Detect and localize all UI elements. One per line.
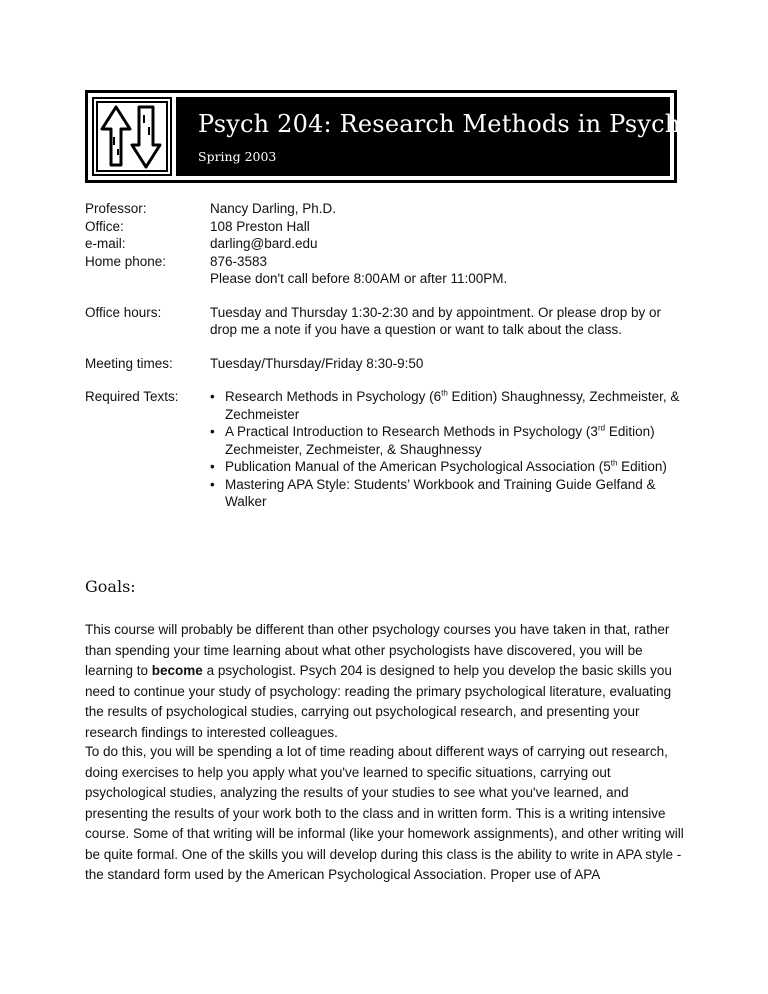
course-banner (85, 90, 747, 183)
office-label: Office: (85, 218, 124, 234)
goals-heading: Goals: (85, 577, 136, 596)
professor-label: Professor: (85, 201, 147, 216)
meeting-row (85, 355, 685, 373)
texts-label: Required Texts: (85, 389, 179, 404)
professor-value: Nancy Darling, Ph.D. (210, 201, 337, 216)
email-row (85, 235, 685, 253)
meeting-label: Meeting times: (85, 355, 173, 371)
texts-row (85, 388, 685, 511)
office-value: 108 Preston Hall (210, 218, 310, 234)
goals-paragraph-2: To do this, you will be spending a lot of time reading about different ways of carrying out research, doing exercises to help you apply what you've learned to specific situations, carrying out psychological studies, analyzing the results of your studies to see what you've learned, and presenting the results of your work both to the class and in written form. This is a writing intensive course. Some of that writing will be informal (like your homework assignments), and other writing will be quite formal. One of the skills you will develop during this class is the ability to write in APA style - the standard form used by the American Psychological Association. Proper use of APA (85, 744, 684, 882)
office-row (85, 218, 685, 236)
required-texts-list (210, 388, 685, 511)
hours-value: Tuesday and Thursday 1:30-2:30 and by appointment. Or please drop by or drop me a note if you have a question or want to talk about the class. (210, 304, 662, 337)
list-item: • Research Methods in Psychology (6th Edition) Shaughnessy, Zechmeister, & Zechmeister (210, 388, 685, 423)
email-value: darling@bard.edu (210, 236, 318, 251)
list-item: • A Practical Introduction to Research Methods in Psychology (3rd Edition) Zechmeister, Zechmeister, & Shaughnessy (210, 423, 685, 458)
phone-row (85, 253, 685, 288)
professor-row (85, 200, 685, 218)
email-label: e-mail: (85, 236, 126, 251)
phone-label: Home phone: (85, 253, 167, 269)
phone-value (210, 253, 685, 288)
phone-number: 876-3583 (210, 253, 268, 269)
meeting-value: Tuesday/Thursday/Friday 8:30-9:50 (210, 355, 424, 371)
list-item: • Mastering APA Style: Students’ Workbook and Training Guide Gelfand & Walker (210, 476, 685, 511)
up-down-arrows-icon (94, 99, 170, 174)
list-item: • Publication Manual of the American Psychological Association (5th Edition) (210, 458, 685, 476)
hours-label: Office hours: (85, 304, 162, 320)
goals-paragraph-1: This course will probably be different than other psychology courses you have taken in that, rather than spending your time learning about what other psychologists have discovered, you will be learning to become a psychologist. Psych 204 is designed to help you develop the basic skills you need to continue your study of psychology: reading the primary psychological literature, evaluating the results of psychological studies, carrying out psychological research, and presenting your research findings to interested colleagues. (85, 622, 672, 740)
course-term: Spring 2003 (198, 149, 277, 164)
arrows-logo-icon (92, 97, 172, 176)
phone-note: Please don't call before 8:00AM or after 11:00PM. (210, 271, 508, 286)
course-info (85, 200, 685, 511)
hours-row (85, 304, 685, 339)
course-title: Psych 204: Research Methods in Psychology (198, 110, 747, 138)
